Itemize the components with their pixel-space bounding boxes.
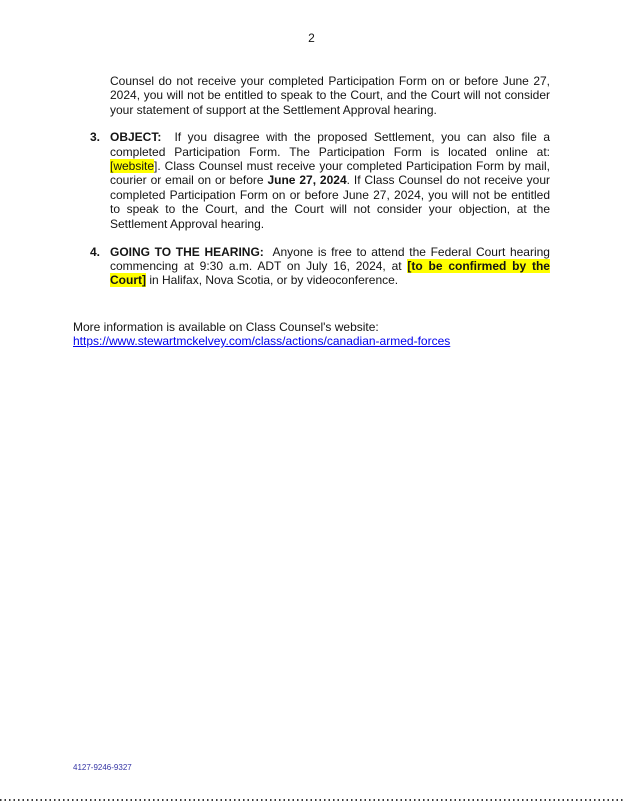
item-text-object: OBJECT: If you disagree with the proposed Settlement, you can also file a completed Participation Form. The Participation Form is located online at: [website]. Class Counsel must receive your completed Participation Form by mail, courier or email on or before June 27, 2024. If Class Counsel do not receive your completed Participation Form on or before June 27, 2024, you will not be entitled to speak to the Court, and the Court will not consider your objection, at the Settlement Approval hearing.: [110, 130, 551, 231]
page-break-dotted-line: [0, 799, 623, 801]
item-number: 4.: [90, 244, 101, 259]
list-item-going-to-the-hearing: [73, 245, 550, 288]
document-id-number: 4127-9246-9327: [73, 763, 132, 772]
list-item-object: [73, 130, 550, 231]
numbered-list: [73, 130, 550, 288]
item-number: 3.: [90, 130, 101, 145]
page-number: 2: [308, 31, 315, 45]
class-counsel-website-link[interactable]: https://www.stewartmckelvey.com/class/actions/canadian-armed-forces: [73, 334, 451, 349]
item-text-going-to-the-hearing: GOING TO THE HEARING: Anyone is free to attend the Federal Court hearing commencing at 9:30 a.m. ADT on July 16, 2024, at [to be confirmed by the Court] in Halifax, Nova Scotia, or by videoconference.: [110, 244, 550, 288]
document-content: [73, 74, 550, 349]
more-info-text: More information is available on Class Counsel's website:: [73, 319, 379, 334]
intro-paragraph: Counsel do not receive your completed Participation Form on or before June 27, 2024, you will not be entitled to speak to the Court, and the Court will not consider your statement of support at the Settlement Approval hearing.: [110, 74, 550, 117]
